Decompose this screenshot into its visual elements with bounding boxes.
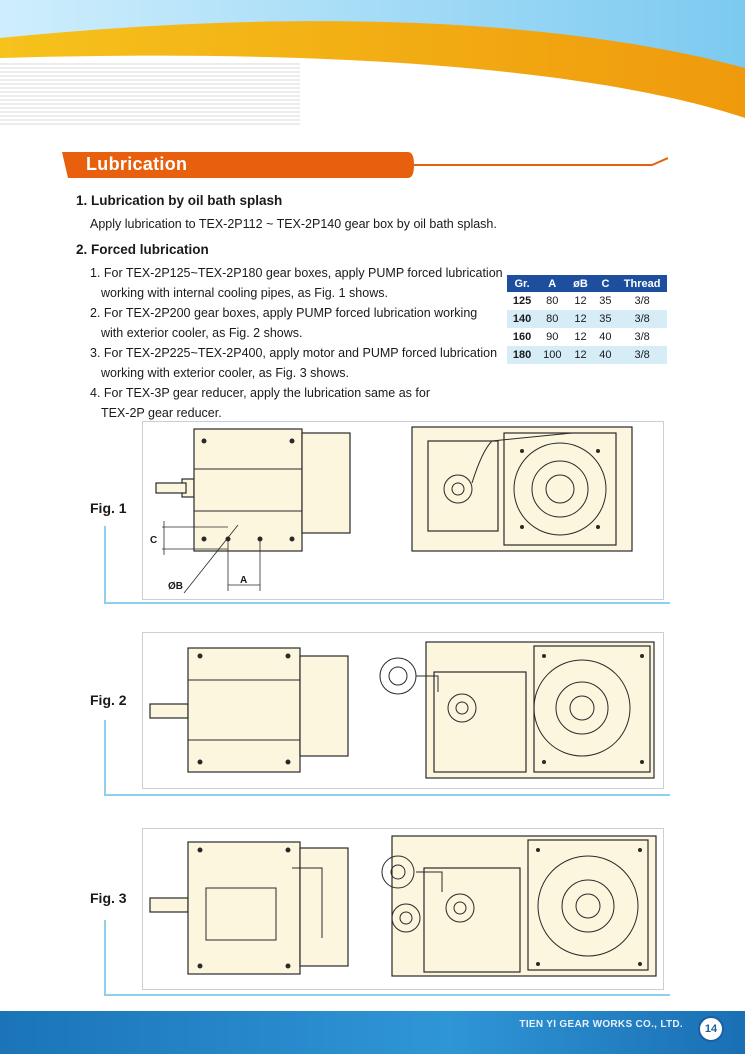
fig1-dim-c: C xyxy=(150,535,158,546)
forced-item-3: 3. For TEX-2P225~TEX-2P400, apply motor and PUMP forced lubrication working with exterior cooler, as Fig. 3 shows. xyxy=(90,346,498,380)
table-row: 125 80 12 35 3/8 xyxy=(512,295,650,307)
fig2-label: Fig. 2 xyxy=(90,692,127,708)
fig2-drawing xyxy=(142,632,662,787)
forced-list xyxy=(90,263,510,423)
text-oil-bath: Apply lubrication to TEX-2P112 ~ TEX-2P140 gear box by oil bath splash. xyxy=(90,217,497,231)
page-number: 14 xyxy=(698,1016,724,1042)
footer-company: TIEN YI GEAR WORKS CO., LTD. xyxy=(519,1019,683,1030)
heading-forced: 2. Forced lubrication xyxy=(76,242,209,257)
table-row: 180 100 12 40 3/8 xyxy=(507,346,667,364)
section-title: Lubrication xyxy=(86,154,188,174)
fig1-dim-a: A xyxy=(240,575,248,586)
table-row: 140 80 12 35 3/8 xyxy=(507,310,667,328)
fig3-label: Fig. 3 xyxy=(90,890,127,906)
fig1-drawing xyxy=(142,421,662,598)
table-header-row: Gr. A øB C Thread xyxy=(507,275,667,292)
fig1-dim-b: ØB xyxy=(168,581,183,592)
table-row: 160 90 12 40 3/8 xyxy=(512,331,650,343)
forced-item-1: 1. For TEX-2P125~TEX-2P180 gear boxes, apply PUMP forced lubrication working with internal cooling pipes, as Fig. 1 shows. xyxy=(90,266,503,300)
forced-item-2: 2. For TEX-2P200 gear boxes, apply PUMP forced lubrication working with exterior cooler, as Fig. 2 shows. xyxy=(90,306,478,340)
top-banner xyxy=(0,0,745,140)
fig1-label: Fig. 1 xyxy=(90,500,127,516)
heading-oil-bath: 1. Lubrication by oil bath splash xyxy=(76,193,283,208)
fig3-drawing xyxy=(142,828,662,988)
forced-item-4: 4. For TEX-3P gear reducer, apply the lubrication same as for TEX-2P gear reducer. xyxy=(90,386,430,420)
spec-table xyxy=(507,275,667,364)
footer-bar xyxy=(0,1011,745,1054)
